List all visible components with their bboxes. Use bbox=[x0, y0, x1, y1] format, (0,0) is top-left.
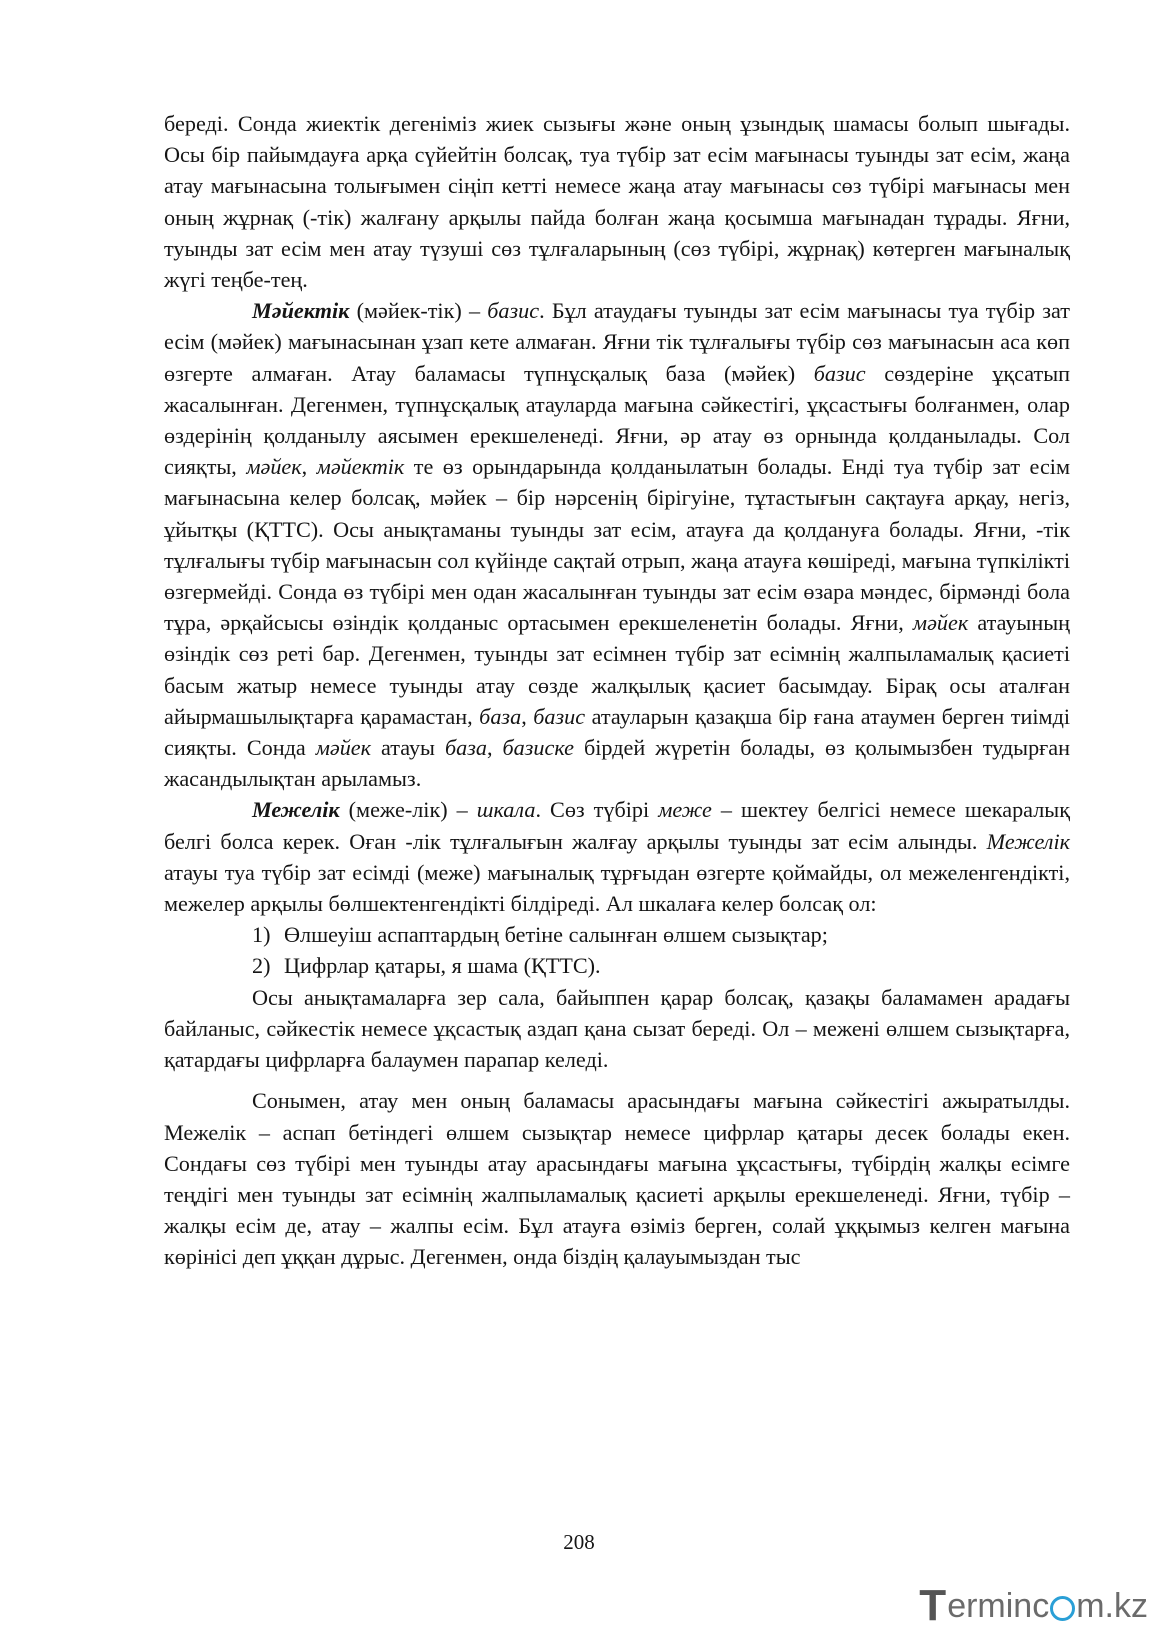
text-run: атауы bbox=[371, 735, 445, 761]
page-number: 208 bbox=[563, 1530, 595, 1554]
list-number: 2) bbox=[252, 953, 271, 979]
italic-term: база bbox=[444, 735, 487, 761]
text-run: (меже-лік) – bbox=[339, 797, 477, 823]
text-run: Сонымен, атау мен оның баламасы арасындағы мағына сәйкестігі ажыратылды. Межелік – аспап бетіндегі өлшем сызықтар немесе цифрлар қатары десек болады екен. Сондағы сөз түбірі мен туынды атау арасындағы мағына ұқсастығы, түбірдің жалқы есімге теңдігі мен туынды зат есімнің жалпыламалық қасиеті арқылы ерекшеленеді. Яғни, түбір – жалқы есім де, атау – жалпы есім. Бұл атауға өзіміз берген, солай ұққымыз келген мағына көрінісі деп ұққан дұрыс. Дегенмен, онда біздің қалауымыздан тыс bbox=[164, 1088, 1070, 1270]
text-run: Осы анықтамаларға зер сала, байыппен қарар болсақ, қазақы баламамен арадағы байланыс, сәйкестік немесе ұқсастық аздап қана сызат береді. Ол – межені өлшем сызықтарға, қатардағы цифрларға балаумен парапар келеді. bbox=[164, 984, 1070, 1073]
text-run: , bbox=[301, 454, 317, 480]
text-run: атауының өзіндік сөз реті бар. Дегенмен, туынды зат есімнен түбір зат есімнің жалпыламалық қасиеті басым жатыр немесе туынды атау сөзде жалқылық қасиет басымдау. Бірақ осы аталған айырмашылықтарға қарамастан, bbox=[164, 610, 1070, 729]
text-run: те өз орындарында қолданылатын болады. Енді туа түбір зат есім мағынасына келер болсақ, мәйек – бір нәрсенің бірігуіне, тұтастығын сақтауға арқау, негіз, ұйытқы (ҚТТС). Осы анықтаманы туынды зат есім, атауға да қолдануға болады. Яғни, -тік тұлғалығы түбір мағынасын сол күйінде сақтай отрып, жаңа атауға көшіреді, мағына түпкілікті өзгермейді. Сонда өз түбірі мен одан жасалынған туынды зат есім өзара мәндес, бірмәнді бола тұра, әрқайсысы өзіндік қолданыс ортасымен ерекшеленетін болады. Яғни, bbox=[164, 454, 1071, 636]
watermark-text-end: m.kz bbox=[1076, 1586, 1148, 1625]
italic-term: базиске bbox=[502, 735, 574, 761]
watermark-text-mid: erminc bbox=[947, 1586, 1050, 1625]
paragraph bbox=[164, 1085, 1070, 1272]
watermark-ring-icon bbox=[1050, 1596, 1075, 1621]
italic-term: мәйектік bbox=[316, 454, 405, 480]
document-body bbox=[164, 108, 1070, 1273]
term-heading: Межелік bbox=[252, 797, 340, 823]
text-run: сөздеріне ұқсатып жасалынған. Дегенмен, түпнұсқалық атауларда мағына сәйкестігі, ұқсастығы болғанмен, олар өздерінің қолданылу аясымен ерекшеленеді. Яғни, әр атау өз орнында қолданылады. Сол сияқты, bbox=[164, 360, 1071, 480]
list-text: Өлшеуіш аспаптардың бетіне салынған өлшем сызықтар; bbox=[284, 922, 828, 948]
italic-term: базис bbox=[487, 298, 540, 324]
list-item bbox=[164, 950, 1070, 981]
italic-term: база bbox=[479, 703, 522, 729]
termincom-watermark-logo bbox=[919, 1582, 1148, 1630]
text-run: . Бұл атаудағы туынды зат есім мағынасы туа түбір зат есім (мәйек) мағынасынан ұзап кете алмаған. Яғни тік тұлғалығы түбір сөз мағынасын аса көп өзгерте алмаған. Атау баламасы түпнұсқалық база (мәйек) bbox=[164, 298, 1070, 386]
watermark-t: T bbox=[919, 1581, 947, 1630]
italic-term: базис bbox=[533, 703, 586, 729]
paragraph bbox=[164, 295, 1070, 794]
italic-term: меже bbox=[658, 797, 712, 823]
list-number: 1) bbox=[252, 922, 271, 948]
text-run: бірдей жүретін болады, өз қолымызбен тудырған жасандылықтан арыламыз. bbox=[164, 735, 1070, 792]
term-heading: Мәйектік bbox=[252, 298, 350, 324]
text-run: . Сөз түбірі bbox=[535, 797, 659, 823]
italic-term: мәйек bbox=[246, 454, 302, 480]
paragraph bbox=[164, 794, 1070, 919]
list-text: Цифрлар қатары, я шама (ҚТТС). bbox=[284, 953, 601, 979]
text-run: , bbox=[521, 703, 534, 729]
italic-term: Межелік bbox=[986, 828, 1070, 854]
list-item bbox=[164, 919, 1070, 950]
italic-term: базис bbox=[813, 360, 866, 386]
text-run: атауларын қазақша бір ғана атаумен берген тиімді сияқты. Сонда bbox=[164, 703, 1071, 761]
italic-term: мәйек bbox=[315, 735, 372, 761]
text-run: – шектеу белгісі немесе шекаралық белгі болса керек. Оған -лік тұлғалығын жалғау арқылы туынды зат есім алынды. bbox=[164, 797, 1070, 854]
text-run: атауы туа түбір зат есімді (меже) мағыналық тұрғыдан өзгерте қоймайды, ол межеленгендікті, межелер арқылы бөлшектенгендікті білдіреді. Ал шкалаға келер болсақ ол: bbox=[164, 859, 1070, 917]
italic-term: мәйек bbox=[912, 610, 969, 636]
text-run: (мәйек-тік) – bbox=[349, 298, 488, 324]
italic-term: шкала bbox=[476, 797, 536, 823]
text-run: , bbox=[486, 735, 503, 761]
paragraph bbox=[164, 982, 1070, 1076]
text-run: береді. Сонда жиектік дегеніміз жиек сызығы және оның ұзындық шамасы болып шығады. Осы бір пайымдауға арқа сүйейтін болсақ, туа түбір зат есім мағынасы туынды зат есім, жаңа атау мағынасына толығымен сіңіп кетті немесе жаңа атау мағынасы сөз түбірі мағынасы мен оның жұрнақ (-тік) жалғану арқылы пайда болған жаңа қосымша мағынадан тұрады. Яғни, туынды зат есім мен атау түзуші сөз тұлғаларының (сөз түбірі, жұрнақ) көтерген мағыналық жүгі теңбе-тең. bbox=[164, 111, 1070, 293]
paragraph bbox=[164, 108, 1070, 295]
